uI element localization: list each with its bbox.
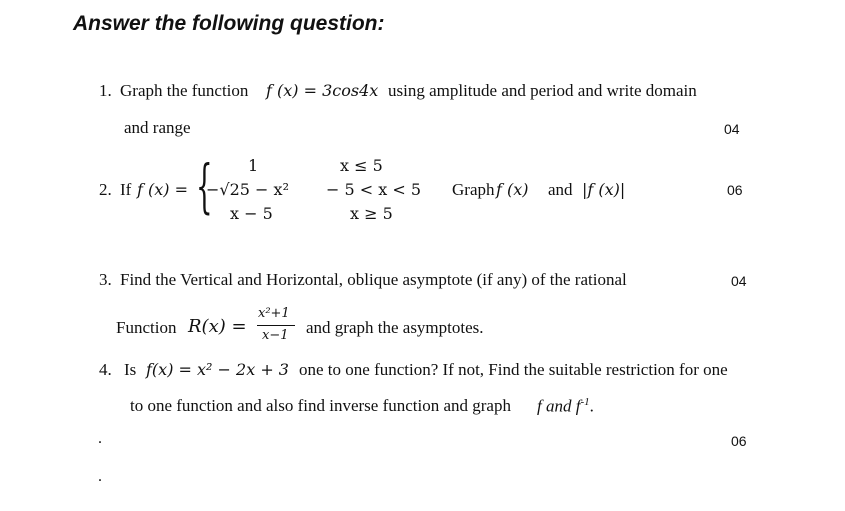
question-4-text-a: one to one function? If not, Find the suitable restriction for one bbox=[299, 360, 728, 379]
question-2-function: f (x) = bbox=[137, 180, 189, 199]
question-3-function-label: Function bbox=[116, 318, 177, 337]
question-4-end: . bbox=[589, 396, 594, 416]
rational-numerator: x²+1 bbox=[258, 306, 290, 321]
rational-denominator: x−1 bbox=[262, 328, 289, 343]
question-4-function: f(x) = x² − 2x + 3 bbox=[146, 360, 289, 379]
question-2-graph-text: Graph bbox=[452, 180, 495, 199]
question-4-text-b: to one function and also find inverse function and graph bbox=[130, 396, 511, 415]
piecewise-case-3-condition: x ≥ 5 bbox=[350, 204, 393, 223]
question-2-graph-abs: |f (x)| bbox=[582, 180, 626, 199]
question-1-function: f (x) = 3cos4x bbox=[266, 81, 379, 100]
bullet-dot-1: . bbox=[98, 430, 102, 447]
question-2-graph-f: f (x) bbox=[496, 180, 529, 199]
question-1-marks: 04 bbox=[724, 121, 740, 137]
question-3-marks: 04 bbox=[731, 273, 747, 289]
question-4-superscript: -1 bbox=[580, 396, 590, 408]
rational-function-name: R(x) = bbox=[188, 316, 247, 337]
question-2-lead: If bbox=[120, 180, 132, 199]
piecewise-case-2-expr: −√25 − x² bbox=[206, 180, 289, 199]
question-4-lead: Is bbox=[124, 360, 137, 379]
question-1-text-c: and range bbox=[124, 118, 191, 137]
question-1-text-b: using amplitude and period and write domain bbox=[388, 81, 697, 100]
page-title: Answer the following question: bbox=[73, 12, 385, 35]
question-1-text-a: Graph the function bbox=[120, 81, 249, 100]
piecewise-case-3-expr: x − 5 bbox=[230, 204, 273, 223]
question-4-marks: 06 bbox=[731, 433, 747, 449]
question-4-f-and-f: f and f bbox=[537, 396, 581, 416]
piecewise-case-1-expr: 1 bbox=[248, 156, 259, 175]
question-2-number: 2. bbox=[99, 180, 112, 199]
question-4-number: 4. bbox=[99, 360, 112, 379]
piecewise-case-1-condition: x ≤ 5 bbox=[340, 156, 383, 175]
question-3-text-b: and graph the asymptotes. bbox=[306, 318, 484, 337]
question-4-inverse bbox=[537, 396, 594, 416]
question-1-number: 1. bbox=[99, 81, 112, 100]
question-2-marks: 06 bbox=[727, 182, 743, 198]
question-3-number: 3. bbox=[99, 270, 112, 289]
bullet-dot-2: . bbox=[98, 468, 102, 485]
piecewise-brace: { bbox=[196, 152, 213, 220]
question-3-text-a: Find the Vertical and Horizontal, oblique asymptote (if any) of the rational bbox=[120, 270, 627, 289]
fraction-bar bbox=[257, 325, 295, 326]
question-2-and: and bbox=[548, 180, 573, 199]
piecewise-case-2-condition: − 5 < x < 5 bbox=[326, 180, 422, 199]
